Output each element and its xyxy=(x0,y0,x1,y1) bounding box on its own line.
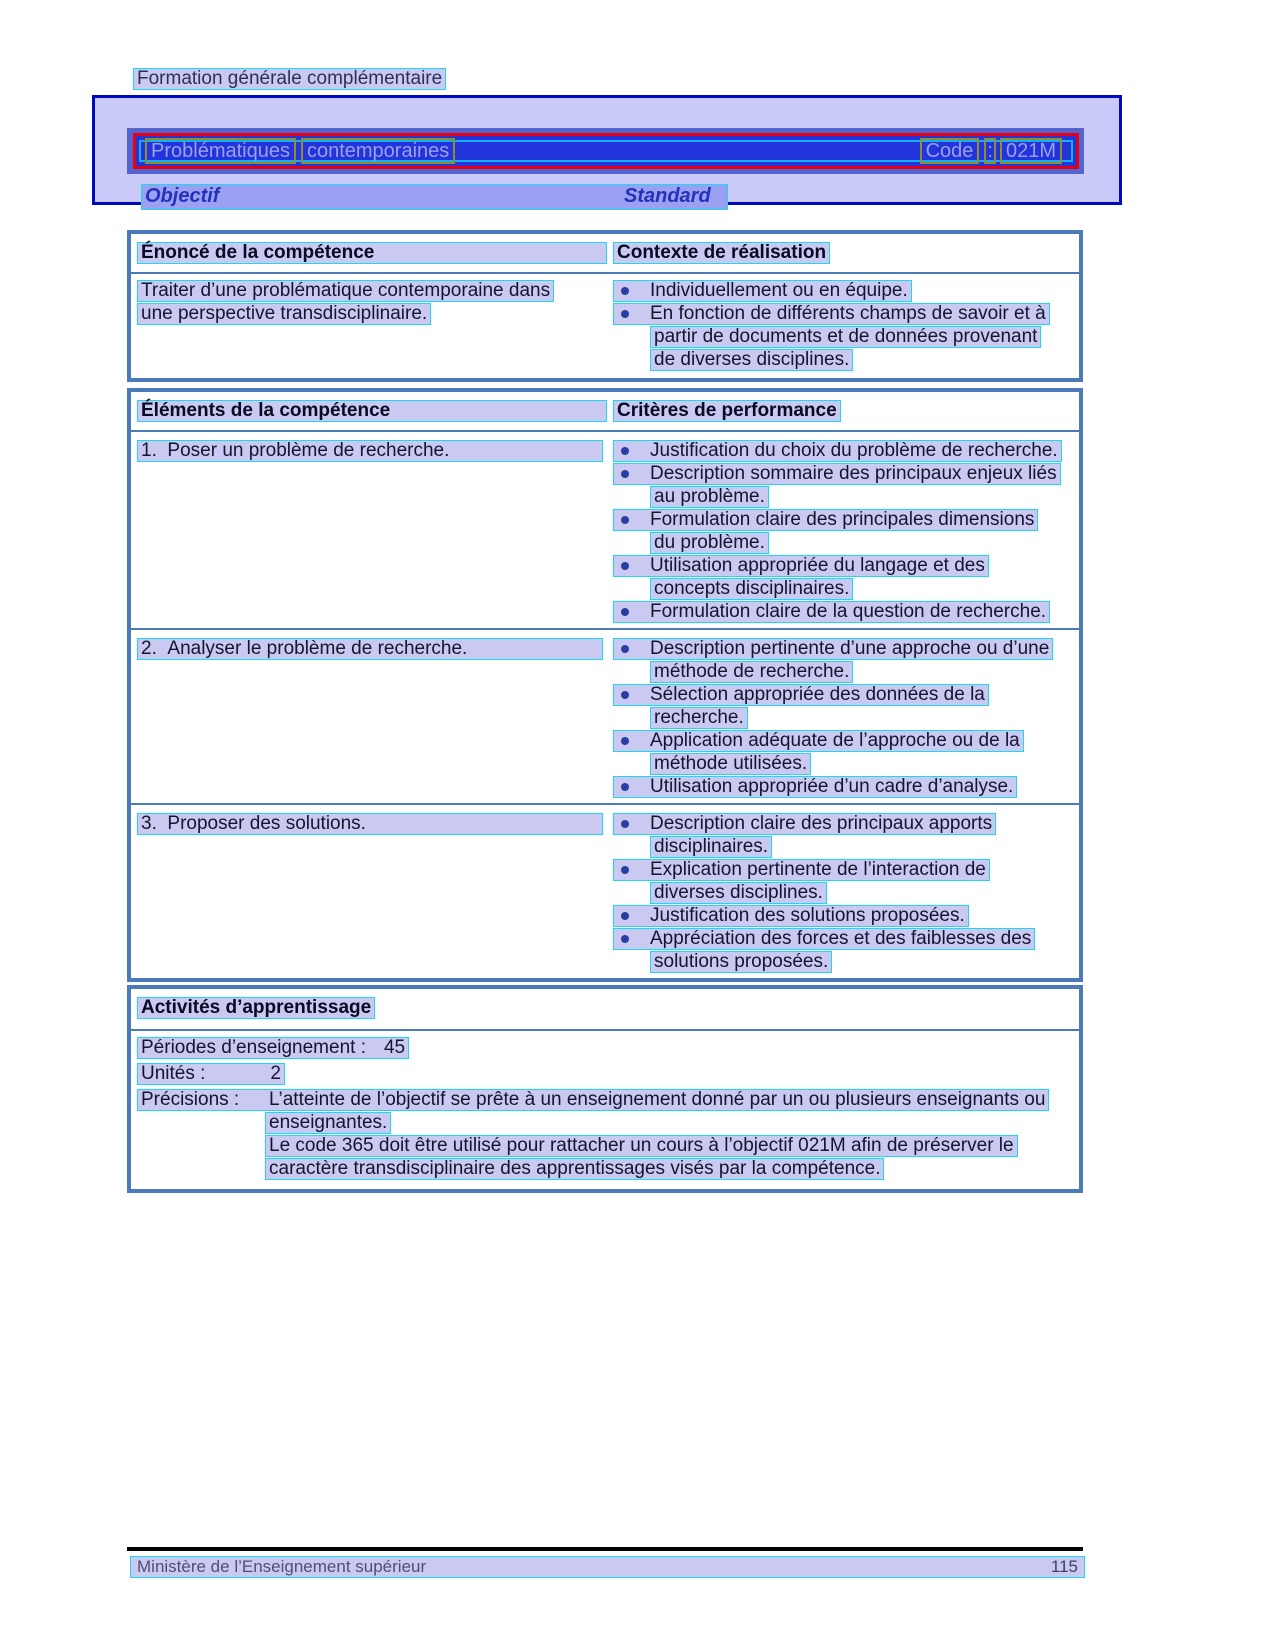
periods-row xyxy=(137,1037,1079,1060)
criterion xyxy=(613,509,1079,532)
criterion-text: Appréciation des forces et des faiblesses des xyxy=(650,928,1032,949)
element-cell xyxy=(131,811,613,974)
competence-statement xyxy=(131,278,613,372)
elements-header: Éléments de la compétence xyxy=(137,400,607,422)
activities-table-body xyxy=(131,1031,1079,1189)
competence-table xyxy=(127,230,1083,382)
footer-ministry: Ministère de l’Enseignement supérieur xyxy=(137,1557,427,1576)
context-bullet xyxy=(613,280,1079,303)
element-row xyxy=(131,803,1079,978)
element-label: 1. Poser un problème de recherche. xyxy=(137,440,603,462)
criterion-text: Utilisation appropriée d’un cadre d’analyse. xyxy=(650,776,1014,797)
criterion-continuation: diverses disciplines. xyxy=(613,882,1079,905)
contexte-header: Contexte de réalisation xyxy=(613,242,830,264)
context-bullet-continuation: partir de documents et de données provenant xyxy=(613,326,1079,349)
bullet-icon xyxy=(621,470,629,478)
element-cell xyxy=(131,636,613,799)
element-cell xyxy=(131,438,613,624)
bullet-icon xyxy=(621,783,629,791)
criterion xyxy=(613,638,1079,661)
criterion-continuation: méthode de recherche. xyxy=(613,661,1079,684)
criterion xyxy=(613,601,1079,624)
objectif-standard-row xyxy=(141,184,728,210)
criterion xyxy=(613,928,1079,951)
periods-entry xyxy=(137,1037,409,1059)
course-code xyxy=(920,138,1067,164)
criterion-text: Utilisation appropriée du langage et des xyxy=(650,555,985,576)
units-value: 2 xyxy=(270,1063,281,1084)
periods-value: 45 xyxy=(383,1037,406,1058)
competence-table-header xyxy=(131,234,1079,274)
title-word: Problématiques xyxy=(145,138,296,164)
criterion xyxy=(613,440,1079,463)
criterion-text: Formulation claire de la question de recherche. xyxy=(650,601,1047,622)
criterion-text: Explication pertinente de l’interaction de xyxy=(650,859,986,880)
context-bullet-continuation: de diverses disciplines. xyxy=(613,349,1079,372)
criterion-text: Application adéquate de l’approche ou de la xyxy=(650,730,1020,751)
criterion xyxy=(613,463,1079,486)
criterion xyxy=(613,684,1079,707)
statement-line: Traiter d’une problématique contemporaine dans xyxy=(137,280,607,303)
elements-rows xyxy=(131,432,1079,978)
context-bullet-text: En fonction de différents champs de savoir et à xyxy=(650,303,1046,324)
title-word: contemporaines xyxy=(301,138,455,164)
bullet-icon xyxy=(621,866,629,874)
bullet-icon xyxy=(621,935,629,943)
code-label: Code xyxy=(920,138,980,164)
criterion xyxy=(613,813,1079,836)
precisions-line: L’atteinte de l’objectif se prête à un enseignement donné par un ou plusieurs enseignants ou xyxy=(269,1089,1046,1110)
criterion-continuation: du problème. xyxy=(613,532,1079,555)
element-label-row xyxy=(137,813,607,836)
precisions-line: caractère transdisciplinaire des apprentissages visés par la compétence. xyxy=(137,1158,1079,1181)
bullet-icon xyxy=(621,287,629,295)
activities-table-header xyxy=(131,989,1079,1031)
criterion-text: Justification du choix du problème de recherche. xyxy=(650,440,1058,461)
footer-page-number: 115 xyxy=(1050,1557,1078,1576)
bullet-icon xyxy=(621,820,629,828)
objectif-heading: Objectif xyxy=(145,185,220,207)
precisions-entry xyxy=(137,1089,1049,1111)
precisions-line: enseignantes. xyxy=(137,1112,1079,1135)
bullet-icon xyxy=(621,912,629,920)
title-band xyxy=(127,128,1084,174)
bullet-icon xyxy=(621,516,629,524)
units-label: Unités : xyxy=(141,1063,206,1084)
code-separator: : xyxy=(984,138,996,164)
criterion xyxy=(613,905,1079,928)
criterion xyxy=(613,555,1079,578)
enonce-header: Énoncé de la compétence xyxy=(137,242,607,264)
precisions-continuation-lines xyxy=(137,1112,1079,1181)
section-eyebrow: Formation générale complémentaire xyxy=(133,68,446,90)
criterion xyxy=(613,730,1079,753)
criterion xyxy=(613,776,1079,799)
context-bullet xyxy=(613,303,1079,326)
element-label: 3. Proposer des solutions. xyxy=(137,813,603,835)
criterion-continuation: disciplinaires. xyxy=(613,836,1079,859)
criterion-text: Formulation claire des principales dimensions xyxy=(650,509,1035,530)
bullet-icon xyxy=(621,310,629,318)
footer-bar xyxy=(130,1556,1085,1578)
element-label-row xyxy=(137,638,607,661)
footer-rule xyxy=(127,1547,1083,1551)
bullet-icon xyxy=(621,447,629,455)
statement-line: une perspective transdisciplinaire. xyxy=(137,303,607,326)
criterion-continuation: recherche. xyxy=(613,707,1079,730)
units-row xyxy=(137,1063,1079,1086)
elements-table-header xyxy=(131,392,1079,432)
course-title xyxy=(145,138,460,164)
precisions-row xyxy=(137,1089,1079,1112)
title-highlight-row xyxy=(139,140,1073,162)
criteria-cell xyxy=(613,438,1079,624)
elements-table xyxy=(127,388,1083,982)
element-row xyxy=(131,432,1079,628)
competence-table-body xyxy=(131,274,1079,378)
criterion-continuation: méthode utilisées. xyxy=(613,753,1079,776)
title-box xyxy=(92,95,1122,205)
criteria-header: Critères de performance xyxy=(613,400,841,422)
criteria-cell xyxy=(613,811,1079,974)
periods-label: Périodes d’enseignement : xyxy=(141,1037,366,1058)
title-bar xyxy=(133,133,1079,169)
criterion-continuation: concepts disciplinaires. xyxy=(613,578,1079,601)
precisions-label: Précisions : xyxy=(141,1089,240,1110)
units-entry xyxy=(137,1063,285,1085)
standard-heading: Standard xyxy=(624,185,711,207)
criterion-continuation: au problème. xyxy=(613,486,1079,509)
bullet-icon xyxy=(621,608,629,616)
criterion xyxy=(613,859,1079,882)
context-bullet-text: Individuellement ou en équipe. xyxy=(650,280,908,301)
criterion-text: Sélection appropriée des données de la xyxy=(650,684,985,705)
bullet-icon xyxy=(621,645,629,653)
criterion-text: Description sommaire des principaux enjeux liés xyxy=(650,463,1057,484)
criterion-text: Justification des solutions proposées. xyxy=(650,905,965,926)
bullet-icon xyxy=(621,737,629,745)
criterion-text: Description pertinente d’une approche ou d’une xyxy=(650,638,1050,659)
criteria-cell xyxy=(613,636,1079,799)
criterion-text: Description claire des principaux apports xyxy=(650,813,993,834)
element-row xyxy=(131,628,1079,803)
code-value: 021M xyxy=(1000,138,1062,164)
bullet-icon xyxy=(621,562,629,570)
bullet-icon xyxy=(621,691,629,699)
criterion-continuation: solutions proposées. xyxy=(613,951,1079,974)
element-label: 2. Analyser le problème de recherche. xyxy=(137,638,603,660)
precisions-line: Le code 365 doit être utilisé pour rattacher un cours à l’objectif 021M afin de préserver le xyxy=(137,1135,1079,1158)
activities-header: Activités d’apprentissage xyxy=(137,997,375,1019)
context-bullets xyxy=(613,278,1079,372)
element-label-row xyxy=(137,440,607,463)
activities-table xyxy=(127,985,1083,1193)
